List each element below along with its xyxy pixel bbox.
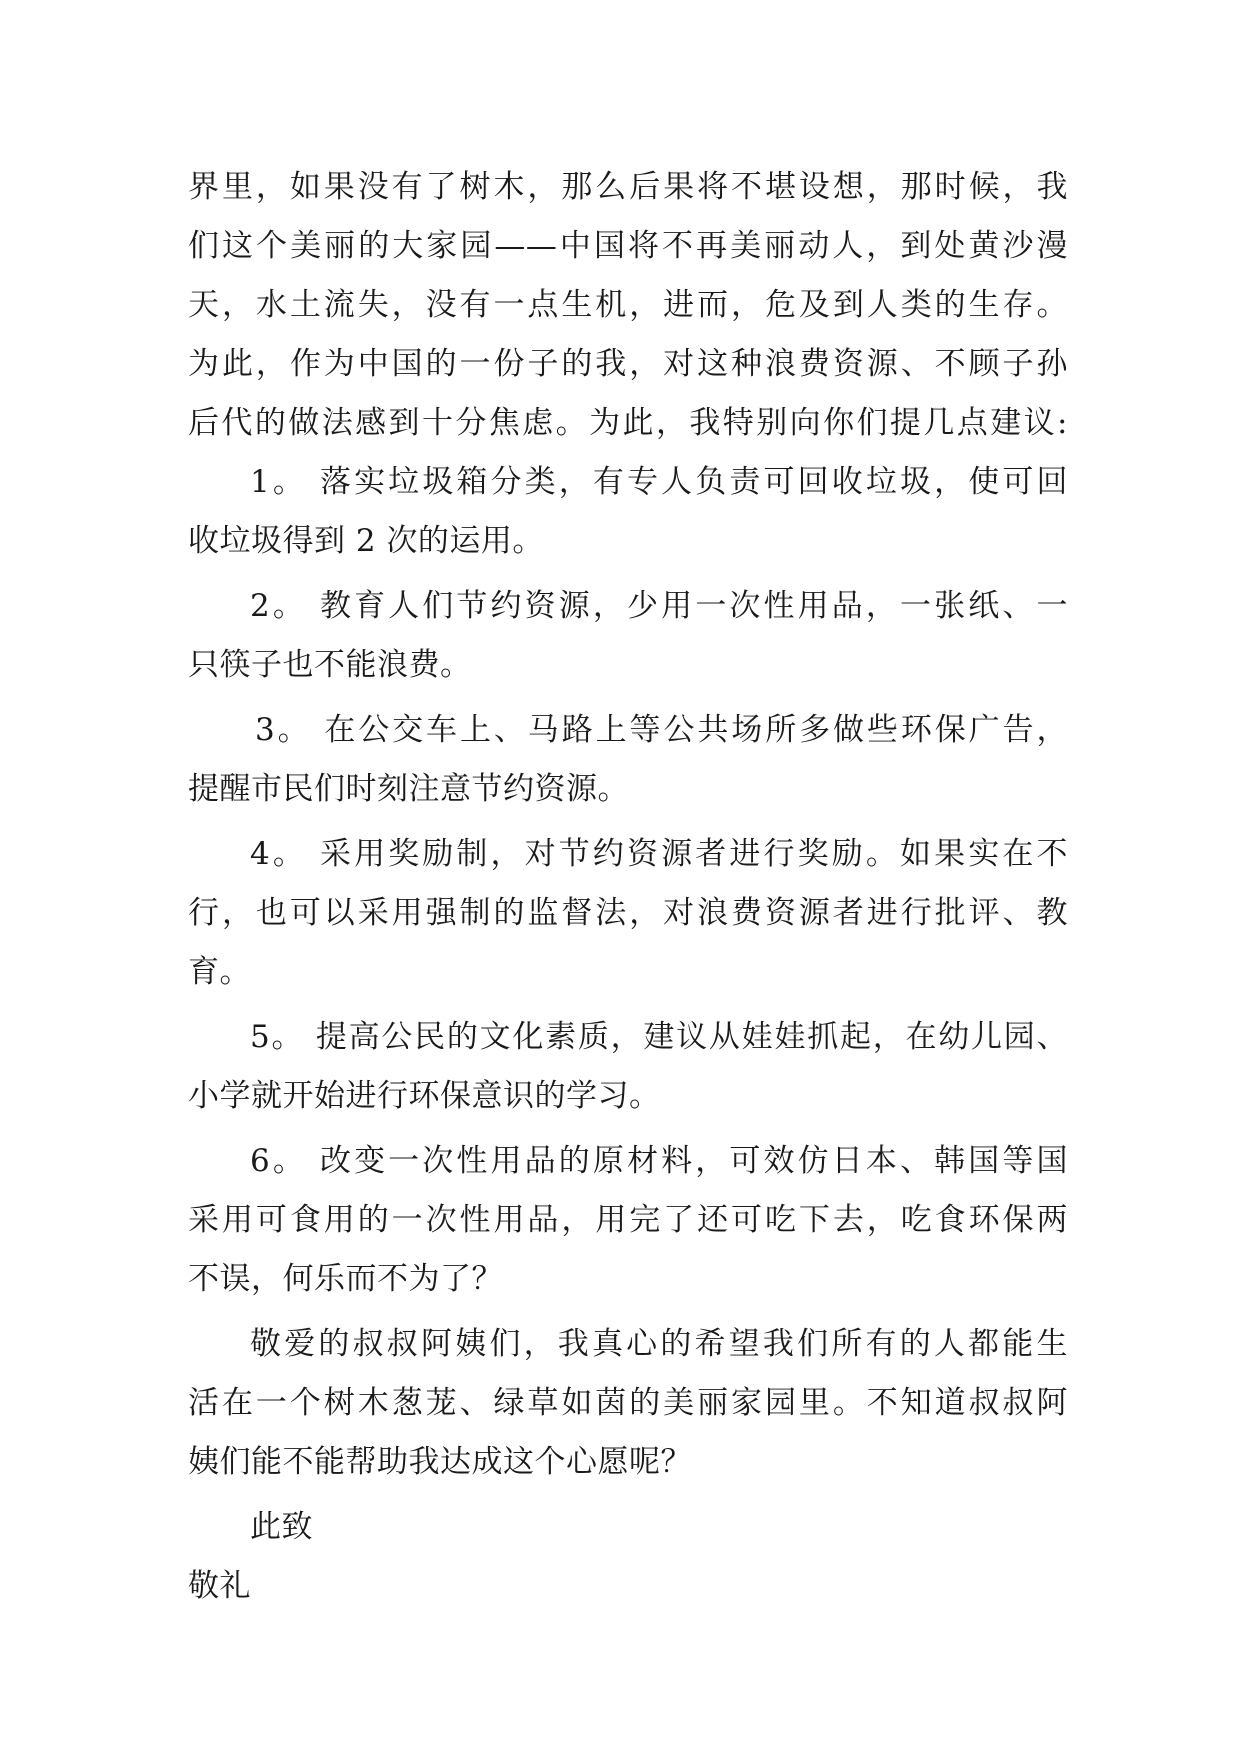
- suggestion-6-line: 不误，何乐而不为了？: [188, 1261, 503, 1297]
- suggestion-4-line: 行，也可以采用强制的监督法，对浪费资源者进行批评、教: [188, 895, 1068, 931]
- text-line: 为此，作为中国的一份子的我，对这种浪费资源、不顾子孙: [188, 346, 1068, 382]
- suggestion-2-line: 只筷子也不能浪费。: [188, 647, 472, 683]
- suggestion-3-line: 提醒市民们时刻注意节约资源。: [188, 771, 629, 807]
- text-line: 后代的做法感到十分焦虑。为此，我特别向你们提几点建议:: [188, 405, 1068, 441]
- suggestion-4-line: 4。 采用奖励制，对节约资源者进行奖励。如果实在不: [250, 836, 1068, 872]
- suggestion-6-line: 采用可食用的一次性用品，用完了还可吃下去，吃食环保两: [188, 1202, 1068, 1238]
- salutation-cizhi: 此致: [250, 1509, 313, 1545]
- text-line: 们这个美丽的大家园——中国将不再美丽动人，到处黄沙漫: [188, 228, 1068, 264]
- suggestion-1-line: 收垃圾得到 2 次的运用。: [188, 523, 544, 559]
- suggestion-2-line: 2。 教育人们节约资源，少用一次性用品，一张纸、一: [250, 588, 1068, 624]
- suggestion-1-line: 1。 落实垃圾箱分类，有专人负责可回收垃圾，使可回: [250, 464, 1068, 500]
- suggestion-6-line: 6。 改变一次性用品的原材料，可效仿日本、韩国等国: [250, 1143, 1068, 1179]
- closing-paragraph-line: 姨们能不能帮助我达成这个心愿呢？: [188, 1444, 692, 1480]
- closing-paragraph-line: 活在一个树木葱茏、绿草如茵的美丽家园里。不知道叔叔阿: [188, 1385, 1068, 1421]
- suggestion-3-line: 3。 在公交车上、马路上等公共场所多做些环保广告，: [255, 712, 1068, 748]
- suggestion-5-line: 5。 提高公民的文化素质，建议从娃娃抓起，在幼儿园、: [250, 1019, 1068, 1055]
- closing-paragraph-line: 敬爱的叔叔阿姨们，我真心的希望我们所有的人都能生: [250, 1326, 1068, 1362]
- text-line: 天，水土流失，没有一点生机，进而，危及到人类的生存。: [188, 287, 1068, 323]
- text-line: 界里，如果没有了树木，那么后果将不堪设想，那时候，我: [188, 169, 1068, 205]
- salutation-jingli: 敬礼: [188, 1568, 251, 1604]
- suggestion-5-line: 小学就开始进行环保意识的学习。: [188, 1078, 661, 1114]
- suggestion-4-line: 育。: [188, 954, 251, 990]
- letter-body: [188, 158, 1068, 1616]
